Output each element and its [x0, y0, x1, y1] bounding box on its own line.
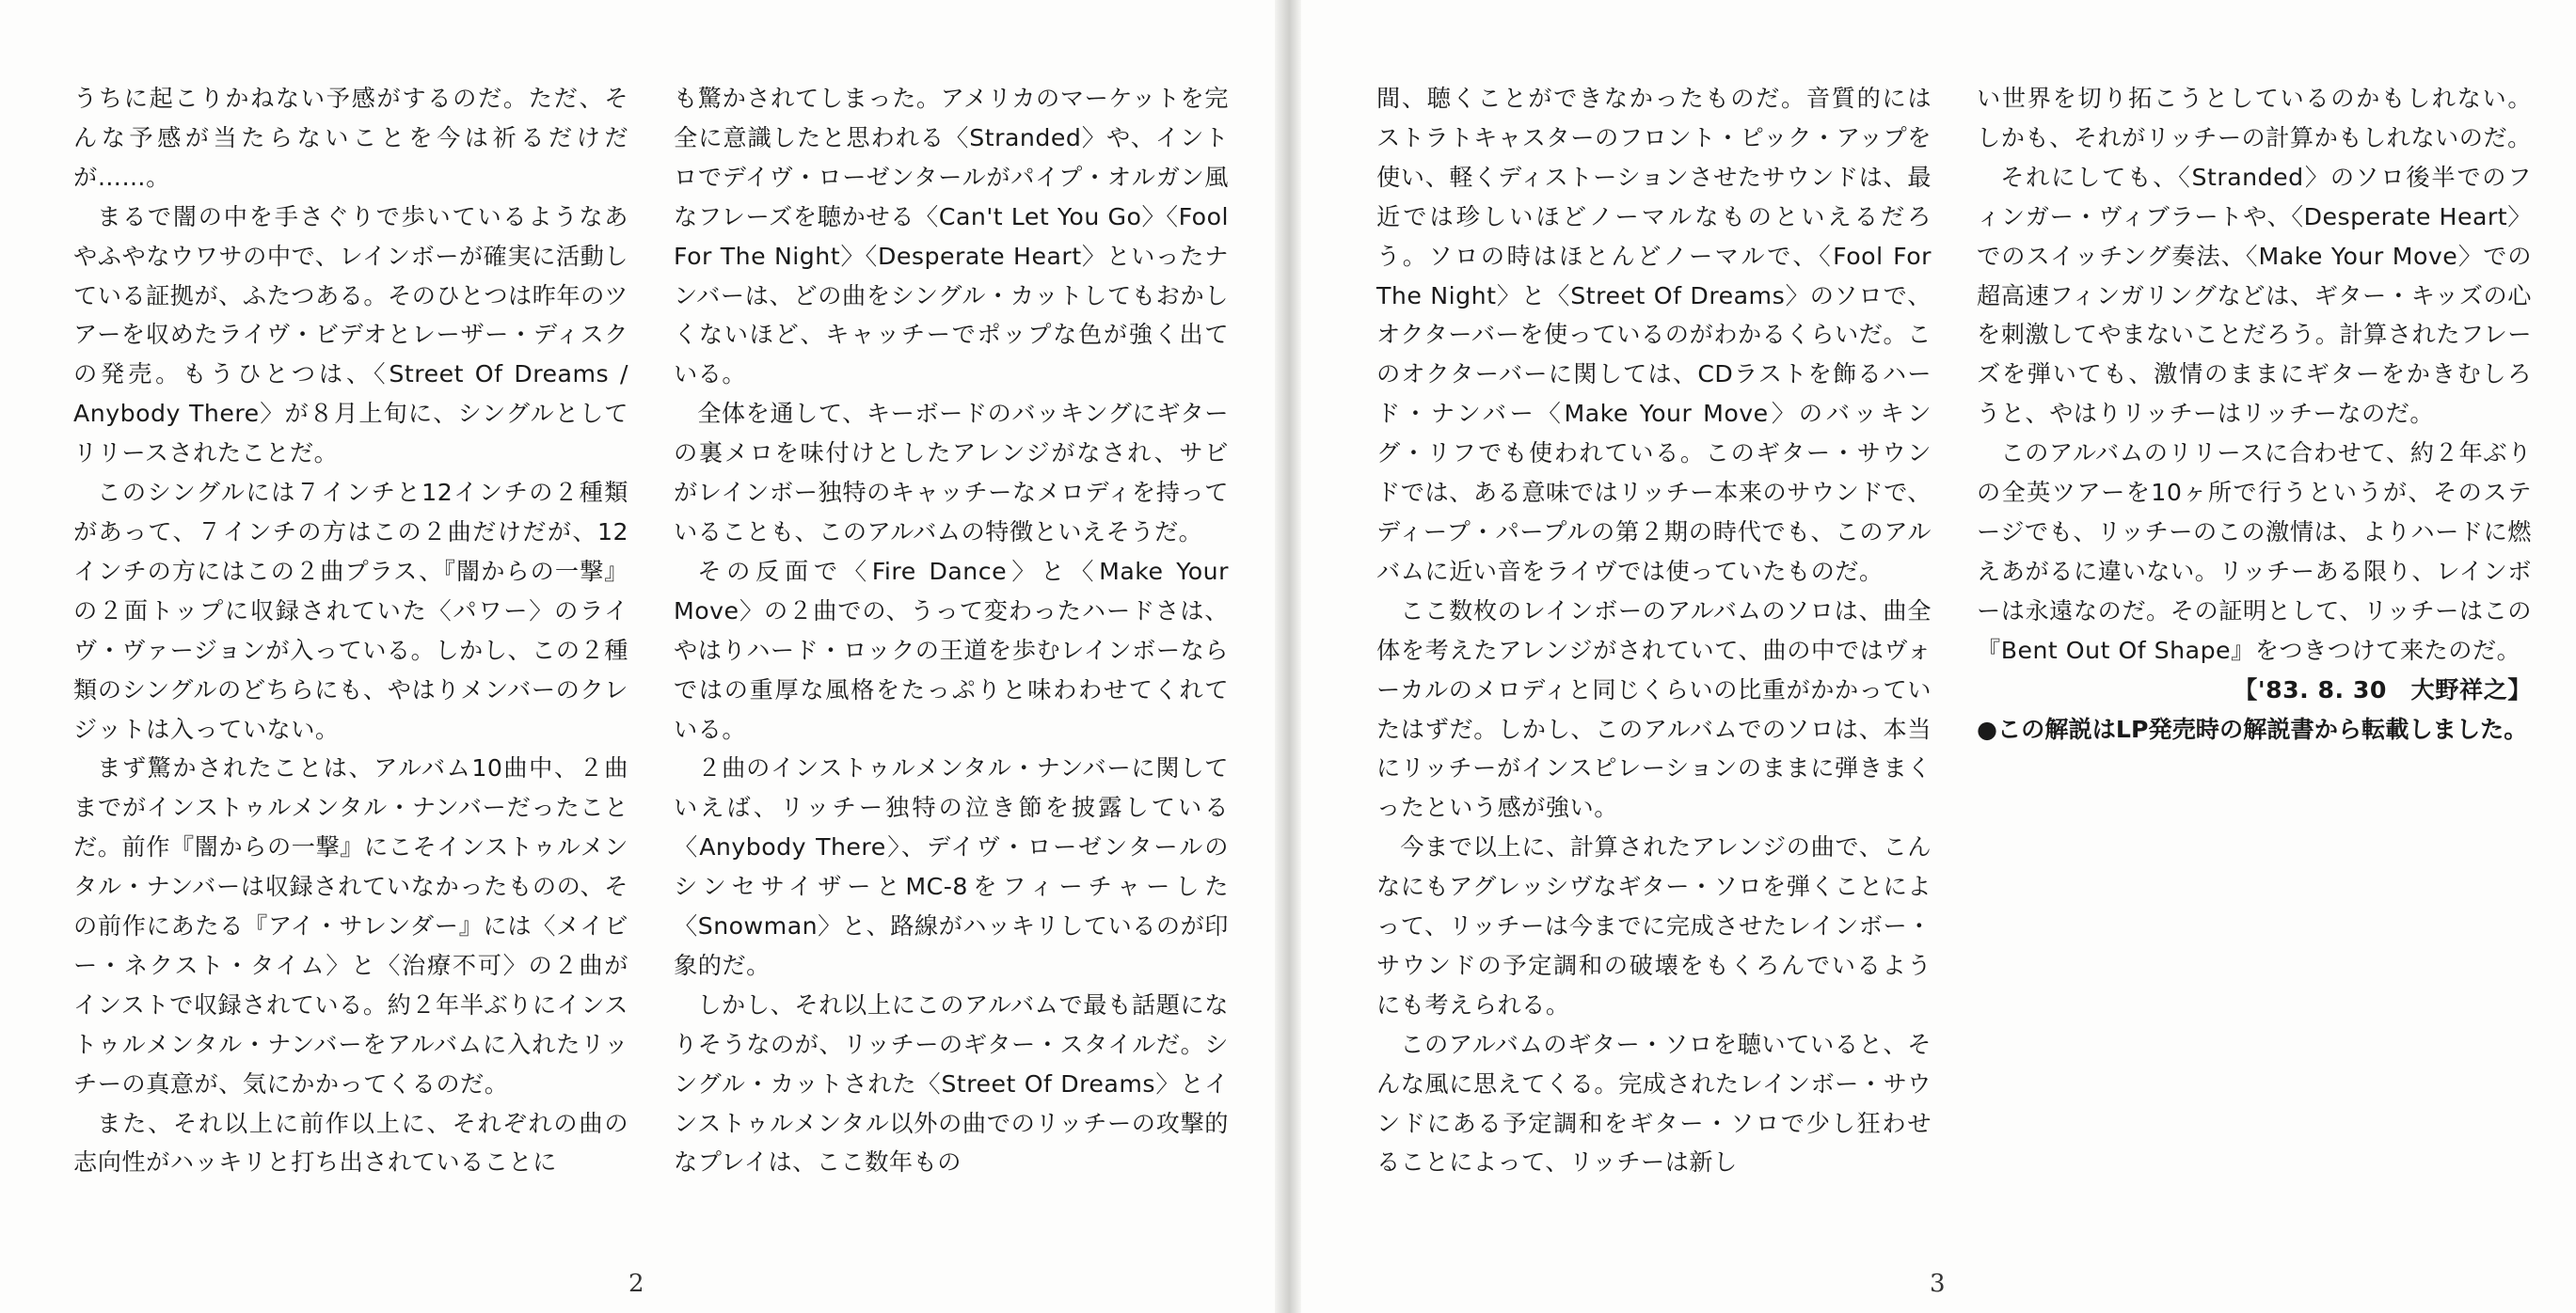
paragraph: い世界を切り拓こうとしているのかもしれない。しかも、それがリッチーの計算かもしれないのだ。: [1977, 85, 2532, 151]
page-number: 2: [628, 1270, 644, 1298]
page-gutter: [1275, 0, 1301, 1313]
paragraph: まるで闇の中を手さぐりで歩いているようなあやふやなウワサの中で、レインボーが確実に活動している証拠が、ふたつある。そのひとつは昨年のツアーを収めたライヴ・ビデオとレーザー・ディスクの発売。もうひとつは、〈Street Of Dreams / Anybody There〉が８月上旬に、シングルとしてリリースされたことだ。: [73, 202, 628, 467]
paragraph: ここ数枚のレインボーのアルバムのソロは、曲全体を考えたアレンジがされていて、曲の中ではヴォーカルのメロディと同じくらいの比重がかかっていたはずだ。しかし、このアルバムでのソロは、本当にリッチーがインスピレーションのままに弾きまくったという感が強い。: [1376, 596, 1932, 822]
paragraph: ２曲のインストゥルメンタル・ナンバーに関していえば、リッチー独特の泣き節を披露している〈Anybody There〉、デイヴ・ローゼンタールのシンセサイザーとMC-8をフィーチャーした〈Snowman〉と、路線がハッキリしているのが印象的だ。: [674, 754, 1229, 979]
paragraph: このアルバムのギター・ソロを聴いていると、そんな風に思えてくる。完成されたレインボー・サウンドにある予定調和をギター・ソロで少し狂わせることによって、リッチーは新し: [1376, 1030, 1932, 1177]
paragraph: その反面で〈Fire Dance〉と〈Make Your Move〉の２曲での、うって変わったハードさは、やはりハード・ロックの王道を歩むレインボーならではの重厚な風格をたっぷりと味わわせてくれている。: [674, 557, 1229, 743]
page-number: 3: [1930, 1270, 1946, 1298]
paragraph: しかし、それ以上にこのアルバムで最も話題になりそうなのが、リッチーのギター・スタイルだ。シングル・カットされた〈Street Of Dreams〉とインストゥルメンタル以外の曲でのリッチーの攻撃的なプレイは、ここ数年もの: [674, 990, 1229, 1177]
author-signature: 【'83. 8. 30 大野祥之】: [2234, 675, 2532, 704]
text-column-4: [1977, 79, 2532, 749]
paragraph: うちに起こりかねない予感がするのだ。ただ、そんな予感が当たらないことを今は祈るだけだが……。: [73, 85, 628, 191]
page-right: [1301, 0, 2576, 1313]
paragraph: また、それ以上に前作以上に、それぞれの曲の志向性がハッキリと打ち出されていることに: [73, 1109, 628, 1177]
paragraph: それにしても、〈Stranded〉のソロ後半でのフィンガー・ヴィブラートや、〈Desperate Heart〉でのスイッチング奏法、〈Make Your Move〉での超高速フィンガリングなどは、ギター・キッズの心を刺激してやまないことだろう。計算されたフレーズを弾いても、激情のままにギターをかきむしろうと、やはりリッチーはリッチーなのだ。: [1977, 163, 2532, 428]
reprint-note: ●この解説はLP発売時の解説書から転載しました。: [1977, 715, 2528, 743]
paragraph: このアルバムのリリースに合わせて、約２年ぶりの全英ツアーを10ヶ所で行うというが、そのステージでも、リッチーのこの激情は、よりハードに燃えあがるに違いない。リッチーある限り、レインボーは永遠なのだ。その証明として、リッチーはこの『Bent Out Of Shape』をつきつけて来たのだ。: [1977, 439, 2532, 664]
paragraph: このシングルには７インチと12インチの２種類があって、７インチの方はこの２曲だけだが、12インチの方にはこの２曲プラス、『闇からの一撃』の２面トップに収録されていた〈パワー〉のライヴ・ヴァージョンが入っている。しかし、この２種類のシングルのどちらにも、やはりメンバーのクレジットは入っていない。: [73, 479, 628, 743]
paragraph: も驚かされてしまった。アメリカのマーケットを完全に意識したと思われる〈Stranded〉や、イントロでデイヴ・ローゼンタールがパイプ・オルガン風なフレーズを聴かせる〈Can't Let You Go〉〈Fool For The Night〉〈Desperate Heart〉といったナンバーは、どの曲をシングル・カットしてもおかしくないほど、キャッチーでポップな色が強く出ている。: [674, 85, 1229, 388]
text-column-1: [73, 79, 628, 1182]
paragraph: 全体を通して、キーボードのバッキングにギターの裏メロを味付けとしたアレンジがなされ、サビがレインボー独特のキャッチーなメロディを持っていることも、このアルバムの特徴といえそうだ。: [674, 400, 1229, 546]
page-left: [0, 0, 1275, 1313]
paragraph: 間、聴くことができなかったものだ。音質的にはストラトキャスターのフロント・ピック・アップを使い、軽くディストーションさせたサウンドは、最近では珍しいほどノーマルなものといえるだろう。ソロの時はほとんどノーマルで、〈Fool For The Night〉と〈Street Of Dreams〉のソロで、オクターバーを使っているのがわかるくらいだ。このオクターバーに関しては、CDラストを飾るハード・ナンバー〈Make Your Move〉のバッキング・リフでも使われている。このギター・サウンドでは、ある意味ではリッチー本来のサウンドで、ディープ・パープルの第２期の時代でも、このアルバムに近い音をライヴでは使っていたものだ。: [1376, 85, 1932, 585]
text-column-2: [674, 79, 1229, 1182]
paragraph: 今まで以上に、計算されたアレンジの曲で、こんなにもアグレッシヴなギター・ソロを弾くことによって、リッチーは今までに完成させたレインボー・サウンドの予定調和の破壊をもくろんでいるようにも考えられる。: [1376, 833, 1932, 1019]
paragraph: まず驚かされたことは、アルバム10曲中、２曲までがインストゥルメンタル・ナンバーだったことだ。前作『闇からの一撃』にこそインストゥルメンタル・ナンバーは収録されていなかったものの、その前作にあたる『アイ・サレンダー』には〈メイビー・ネクスト・タイム〉と〈治療不可〉の２曲がインストで収録されている。約２年半ぶりにインストゥルメンタル・ナンバーをアルバムに入れたリッチーの真意が、気にかかってくるのだ。: [73, 754, 628, 1098]
text-column-3: [1376, 79, 1932, 1182]
